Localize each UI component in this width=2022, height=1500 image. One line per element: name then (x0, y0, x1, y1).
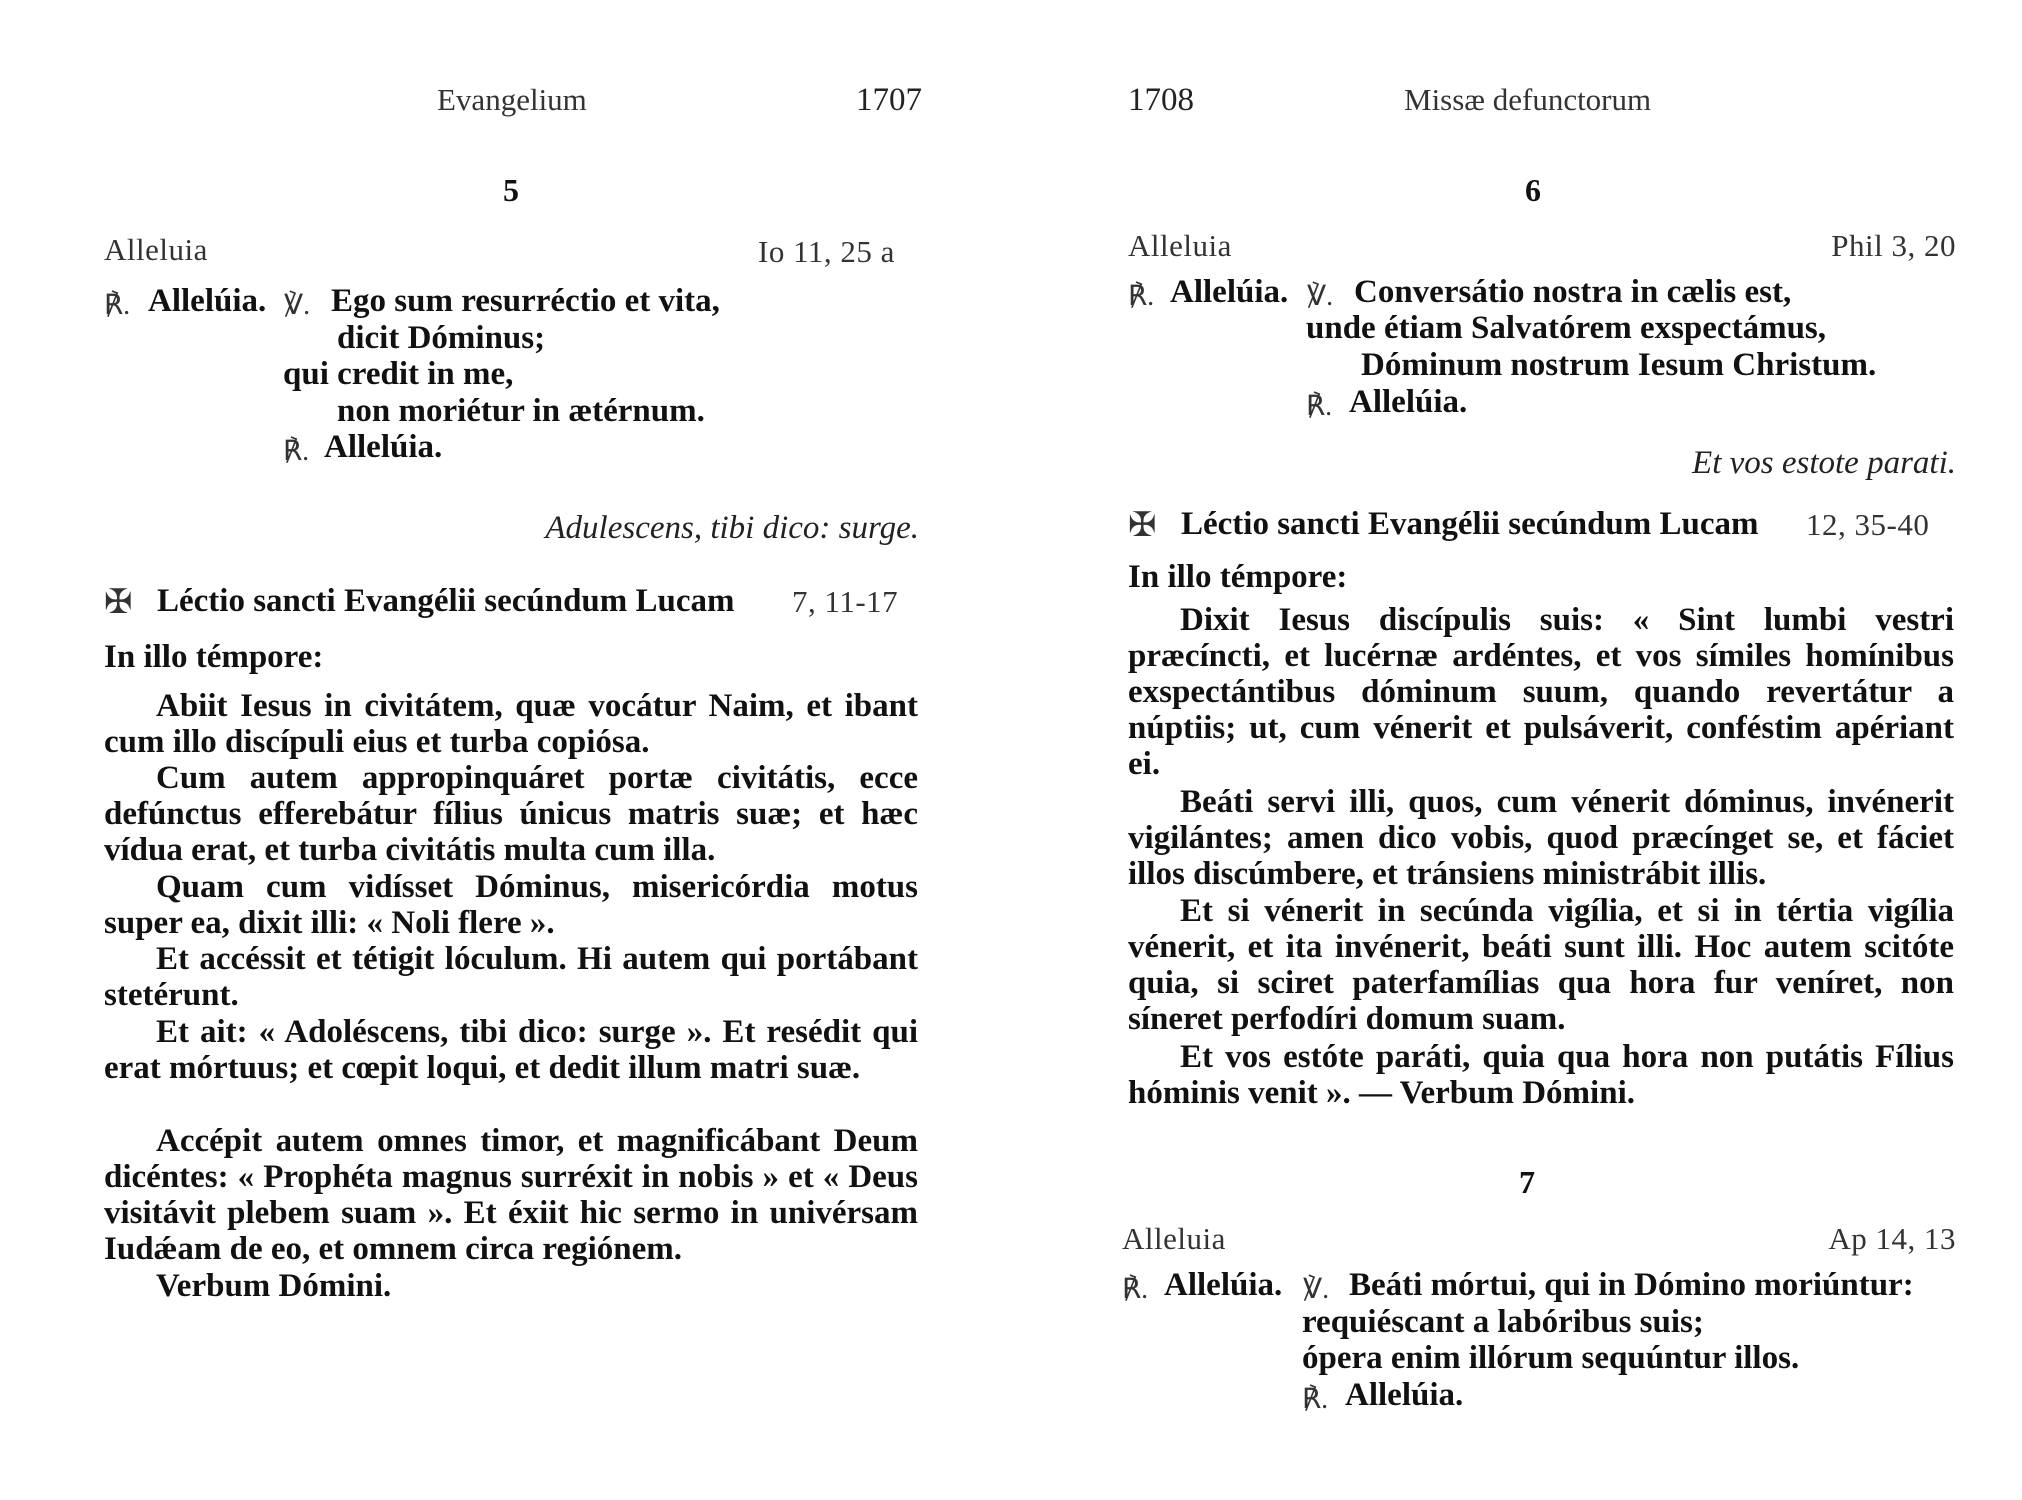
verse-line: unde étiam Salvatórem exspectámus, (1306, 310, 1827, 346)
closing-alleluia: Allelúia. (1349, 384, 1468, 420)
lectio-reference: 7, 11-17 (792, 584, 899, 619)
gospel-paragraph: Abiit Iesus in civitátem, quæ vocátur Naim, et ibant cum illo discípuli eius et turba copiósa. (104, 688, 918, 760)
versicle-symbol: ℣. (284, 290, 311, 321)
response-symbol: ℟. (1128, 281, 1155, 312)
section-number: 5 (503, 172, 519, 208)
gospel-paragraph: Et vos estóte paráti, quia qua hora non putátis Fílius hóminis venit ». — Verbum Dómini. (1128, 1039, 1954, 1111)
lectio-reference: 12, 35-40 (1806, 507, 1930, 542)
response-symbol: ℟. (104, 290, 131, 321)
gospel-incipit: Et vos estote parati. (1692, 445, 1956, 481)
alleluia-reference: Io 11, 25 a (758, 234, 895, 269)
gospel-paragraph: Accépit autem omnes timor, et magnificábant Deum dicéntes: « Prophéta magnus surréxit in nobis » et « Deus visitávit plebem suam ». Et éxiit hic sermo in univérsam Iudǽam de eo, et omnem circa regiónem. (104, 1123, 918, 1267)
alleluia-label: Alleluia (1122, 1221, 1226, 1256)
cross-icon: ✠ (1128, 507, 1157, 544)
response-alleluia: Allelúia. (1170, 274, 1289, 310)
closing-response-symbol: ℟. (1306, 391, 1333, 422)
alleluia-label: Alleluia (1128, 228, 1232, 263)
gospel-paragraph: Quam cum vidísset Dóminus, misericórdia motus super ea, dixit illi: « Noli flere ». (104, 869, 918, 941)
verse-line: Dóminum nostrum Iesum Christum. (1361, 347, 1877, 383)
in-illo-tempore: In illo témpore: (1128, 559, 1348, 595)
closing-alleluia: Allelúia. (324, 429, 443, 465)
gospel-paragraph: Dixit Iesus discípulis suis: « Sint lumbi vestri præcíncti, et lucérnæ ardéntes, et vos símiles homínibus exspectántibus dóminum suum, quando revertátur a núptiis; ut, cum vénerit et pulsáverit, conféstim apériant ei. (1128, 602, 1954, 782)
section-number: 6 (1525, 172, 1541, 208)
gospel-paragraph: Et accéssit et tétigit lóculum. Hi autem qui portábant stetérunt. (104, 941, 918, 1013)
section-number: 7 (1519, 1164, 1535, 1200)
lectio-title: Léctio sancti Evangélii secúndum Lucam (1181, 506, 1759, 542)
closing-alleluia: Allelúia. (1345, 1377, 1464, 1413)
verse-line: requiéscant a labóribus suis; (1302, 1304, 1704, 1340)
gospel-paragraph: Beáti servi illi, quos, cum vénerit dóminus, invénerit vigilántes; amen dico vobis, quod præcínget se, et fáciet illos discúmbere, et tránsiens ministrábit illis. (1128, 784, 1954, 892)
versicle-symbol: ℣. (1307, 281, 1334, 312)
alleluia-reference: Phil 3, 20 (1831, 228, 1956, 263)
running-head: Missæ defunctorum (1404, 82, 1652, 117)
cross-icon: ✠ (104, 584, 133, 621)
verse-line: qui credit in me, (283, 356, 514, 392)
closing-response-symbol: ℟. (283, 436, 310, 467)
verse-line: dicit Dóminus; (337, 320, 546, 356)
right-page (1011, 0, 2022, 1500)
lectio-title: Léctio sancti Evangélii secúndum Lucam (157, 583, 735, 619)
verse-line: Ego sum resurréctio et vita, (331, 283, 720, 319)
response-alleluia: Allelúia. (1164, 1267, 1283, 1303)
running-head: Evangelium (437, 82, 587, 117)
verse-line: ópera enim illórum sequúntur illos. (1302, 1340, 1800, 1376)
response-symbol: ℟. (1122, 1274, 1149, 1305)
page-number: 1707 (856, 82, 922, 118)
verbum-domini: Verbum Dómini. (156, 1268, 392, 1304)
versicle-symbol: ℣. (1303, 1274, 1330, 1305)
alleluia-label: Alleluia (104, 232, 208, 267)
closing-response-symbol: ℟. (1302, 1384, 1329, 1415)
verse-line: Conversátio nostra in cælis est, (1354, 274, 1792, 310)
verse-line: non moriétur in ætérnum. (337, 393, 705, 429)
verse-line: Beáti mórtui, qui in Dómino moriúntur: (1349, 1267, 1914, 1303)
response-alleluia: Allelúia. (148, 283, 267, 319)
gospel-incipit: Adulescens, tibi dico: surge. (545, 510, 919, 546)
gospel-paragraph: Cum autem appropinquáret portæ civitátis, ecce defúnctus efferebátur fílius únicus matris suæ; et hæc vídua erat, et turba civitátis multa cum illa. (104, 760, 918, 868)
in-illo-tempore: In illo témpore: (104, 639, 324, 675)
gospel-paragraph: Et si vénerit in secúnda vigília, et si in tértia vigília vénerit, et ita invénerit, beáti sunt illi. Hoc autem scitóte quia, si sciret paterfamílias qua hora fur veníret, non síneret perfodíri domum suam. (1128, 893, 1954, 1037)
alleluia-reference: Ap 14, 13 (1828, 1221, 1956, 1256)
page-number: 1708 (1128, 82, 1194, 118)
gospel-paragraph: Et ait: « Adoléscens, tibi dico: surge ». Et resédit qui erat mórtuus; et cœpit loqui, et dedit illum matri suæ. (104, 1014, 918, 1086)
